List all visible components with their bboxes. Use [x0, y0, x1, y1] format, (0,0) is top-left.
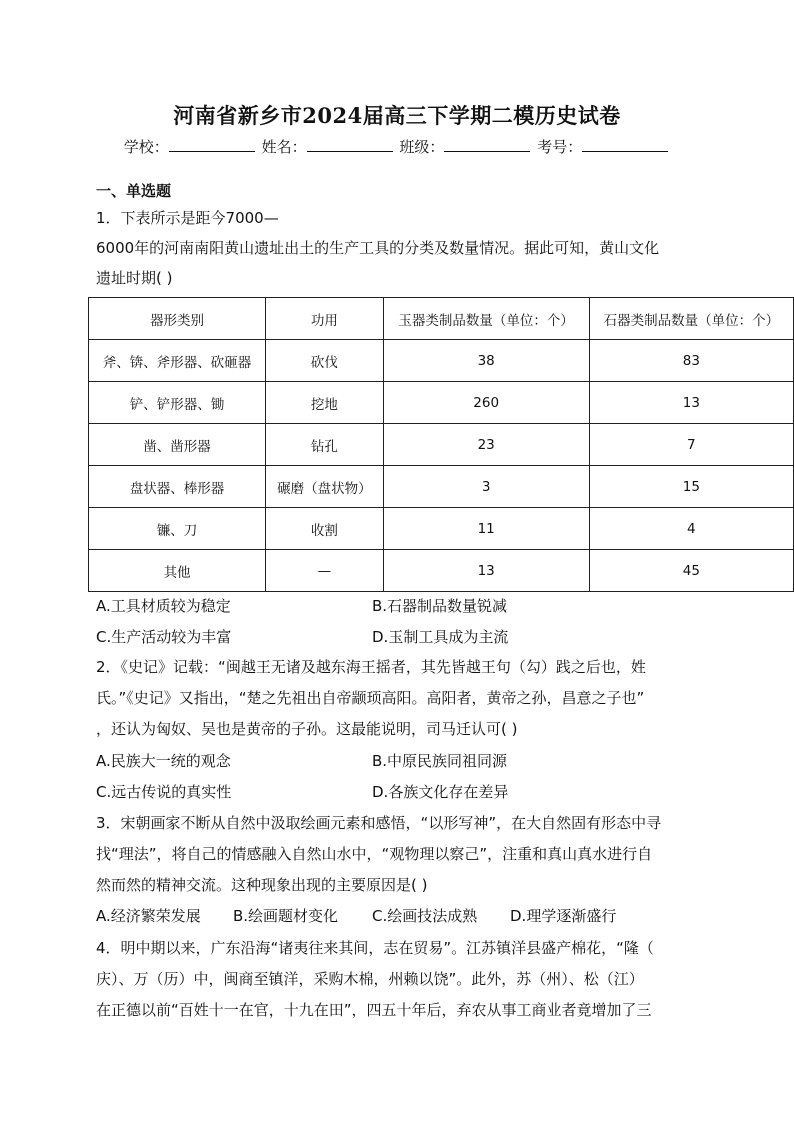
- table-row: [89, 466, 794, 508]
- q4-line-1: 4．明中期以来，广东沿海“诸夷往来其间，志在贸易”。江苏镇洋县盛产棉花，“隆（: [96, 939, 654, 957]
- q1-option-b[interactable]: B.石器制品数量锐减: [372, 597, 508, 615]
- student-info-row: [0, 136, 794, 157]
- table-header-row: [89, 298, 794, 340]
- q3-option-d[interactable]: D.理学逐渐盛行: [510, 907, 617, 925]
- table-header-cell: 器形类别: [89, 298, 266, 340]
- q2-line-3: ，还认为匈奴、吴也是黄帝的子孙。这最能说明，司马迁认可( ): [96, 720, 518, 738]
- table-cell: 凿、凿形器: [89, 424, 266, 466]
- table-cell: 11: [383, 508, 589, 550]
- table-cell: —: [266, 550, 383, 592]
- table-cell: 盘状器、棒形器: [89, 466, 266, 508]
- table-row: [89, 424, 794, 466]
- q2-line-2: 氏。”《史记》又指出，“楚之先祖出自帝颛顼高阳。高阳者，黄帝之孙，昌意之子也”: [96, 689, 645, 707]
- school-blank[interactable]: [169, 137, 255, 152]
- q1-option-d[interactable]: D.玉制工具成为主流: [372, 628, 509, 646]
- table-cell: 其他: [89, 550, 266, 592]
- table-cell: 挖地: [266, 382, 383, 424]
- table-cell: 铲、铲形器、锄: [89, 382, 266, 424]
- table-row: [89, 550, 794, 592]
- table-cell: 13: [589, 382, 793, 424]
- q2-option-d[interactable]: D.各族文化存在差异: [372, 783, 509, 801]
- table-cell: 7: [589, 424, 793, 466]
- q3-option-a[interactable]: A.经济繁荣发展: [96, 907, 201, 925]
- section-heading: 一、单选题: [96, 182, 172, 200]
- table-cell: 15: [589, 466, 793, 508]
- q3-option-c[interactable]: C.绘画技法成熟: [372, 907, 478, 925]
- q1-option-a[interactable]: A.工具材质较为稳定: [96, 597, 231, 615]
- q1-line-2: 6000年的河南南阳黄山遗址出土的生产工具的分类及数量情况。据此可知，黄山文化: [96, 239, 660, 257]
- table-cell: 23: [383, 424, 589, 466]
- q2-option-b[interactable]: B.中原民族同祖同源: [372, 752, 508, 770]
- name-blank[interactable]: [307, 137, 393, 152]
- table-cell: 斧、锛、斧形器、砍砸器: [89, 340, 266, 382]
- table-cell: 镰、刀: [89, 508, 266, 550]
- number-blank[interactable]: [582, 137, 668, 152]
- q2-option-c[interactable]: C.远古传说的真实性: [96, 783, 232, 801]
- table-row: [89, 340, 794, 382]
- q3-line-1: 3．宋朝画家不断从自然中汲取绘画元素和感悟，“以形写神”，在大自然固有形态中寻: [96, 814, 662, 832]
- table-header-cell: 石器类制品数量（单位：个）: [589, 298, 793, 340]
- q2-line-1: 2．《史记》记载：“闽越王无诸及越东海王摇者，其先皆越王句（勾）践之后也，姓: [96, 658, 646, 676]
- q4-line-3: 在正德以前“百姓十一在官，十九在田”，四五十年后，弃农从事工商业者竟增加了三: [96, 1001, 652, 1019]
- q1-line-3: 遗址时期( ): [96, 269, 173, 287]
- exam-title: 河南省新乡市2024届高三下学期二模历史试卷: [173, 103, 621, 128]
- table-cell: 38: [383, 340, 589, 382]
- class-label: 班级：: [399, 138, 445, 156]
- table-cell: 4: [589, 508, 793, 550]
- table-header-cell: 玉器类制品数量（单位：个）: [383, 298, 589, 340]
- table-header-cell: 功用: [266, 298, 383, 340]
- table-cell: 260: [383, 382, 589, 424]
- q1-line-1: 1．下表所示是距今7000—: [96, 209, 279, 227]
- class-blank[interactable]: [444, 137, 530, 152]
- q2-option-a[interactable]: A.民族大一统的观念: [96, 752, 231, 770]
- q4-line-2: 庆）、万（历）中，闽商至镇洋，采购木棉，州赖以饶”。此外，苏（州）、松（江）: [96, 970, 644, 988]
- q3-option-b[interactable]: B.绘画题材变化: [233, 907, 339, 925]
- q1-option-c[interactable]: C.生产活动较为丰富: [96, 628, 232, 646]
- school-label: 学校：: [123, 138, 169, 156]
- table-cell: 45: [589, 550, 793, 592]
- table-cell: 碾磨（盘状物）: [266, 466, 383, 508]
- table-cell: 3: [383, 466, 589, 508]
- table-cell: 83: [589, 340, 793, 382]
- q3-line-2: 找“理法”，将自己的情感融入自然山水中，“观物理以察己”，注重和真山真水进行自: [96, 845, 653, 863]
- name-label: 姓名：: [261, 138, 307, 156]
- table-cell: 收割: [266, 508, 383, 550]
- number-label: 考号：: [537, 138, 583, 156]
- table-row: [89, 508, 794, 550]
- table-cell: 13: [383, 550, 589, 592]
- q3-line-3: 然而然的精神交流。这种现象出现的主要原因是( ): [96, 876, 428, 894]
- table-cell: 砍伐: [266, 340, 383, 382]
- table-row: [89, 382, 794, 424]
- q1-data-table: [88, 297, 794, 592]
- table-cell: 钻孔: [266, 424, 383, 466]
